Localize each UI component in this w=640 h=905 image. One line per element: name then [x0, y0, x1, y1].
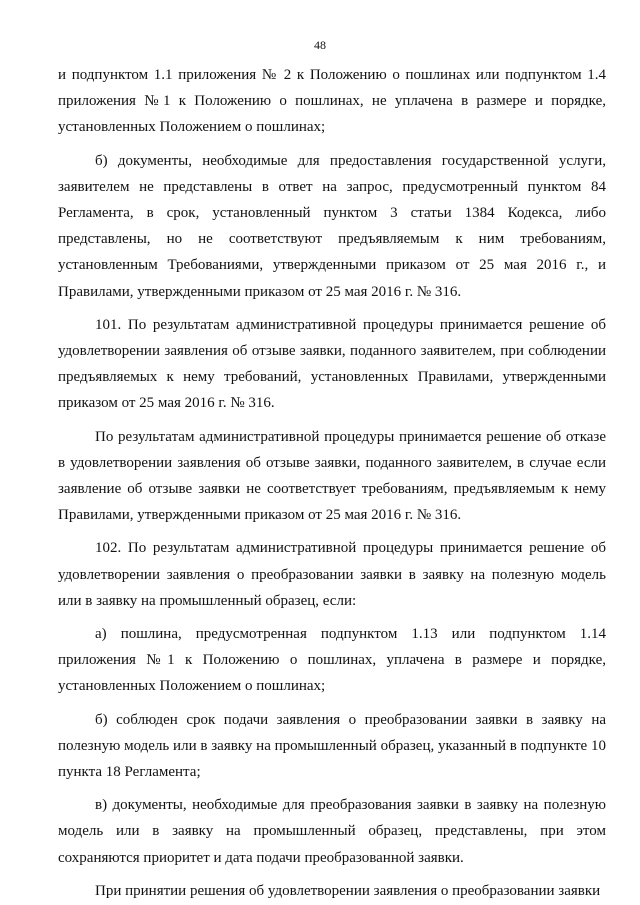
paragraph: 102. По результатам административной процедуры принимается решение об удовлетворении заявления о преобразовании заявки в заявку на полезную модель или в заявку на промышленный образец, если:	[58, 540, 606, 609]
paragraph: б) документы, необходимые для предоставления государственной услуги, заявителем не представлены в ответ на запрос, предусмотренный пунктом 84 Регламента, в срок, установленный пунктом 3 статьи 1384 Кодекса, либо представлены, но не соответствуют предъявляемым к ним требованиям, установленным Требованиями, утвержденными приказом от 25 мая 2016 г., и Правилами, утвержденными приказом от 25 мая 2016 г. № 316.	[58, 152, 606, 300]
paragraph: По результатам административной процедуры принимается решение об отказе в удовлетворении заявления об отзыве заявки, поданного заявителем, в случае если заявление об отзыве заявки не соответствует требованиям, предъявляемым к нему Правилами, утвержденными приказом от 25 мая 2016 г. № 316.	[58, 428, 606, 524]
paragraph: и подпунктом 1.1 приложения № 2 к Положению о пошлинах или подпунктом 1.4 приложения №1 к Положению о пошлинах, не уплачена в размере и порядке, установленных Положением о пошлинах;	[58, 67, 606, 136]
document-body	[58, 62, 606, 904]
paragraph: При принятии решения об удовлетворении заявления о преобразовании заявки	[95, 882, 601, 899]
page-number: 48	[314, 38, 326, 52]
paragraph: в) документы, необходимые для преобразования заявки в заявку на полезную модель или в заявку на промышленный образец, представлены, при этом сохраняются приоритет и дата подачи преобразованной заявки.	[58, 797, 606, 866]
paragraph: б) соблюден срок подачи заявления о преобразовании заявки в заявку на полезную модель или в заявку на промышленный образец, указанный в подпункте 10 пункта 18 Регламента;	[58, 711, 606, 781]
paragraph: 101. По результатам административной процедуры принимается решение об удовлетворении заявления об отзыве заявки, поданного заявителем, при соблюдении предъявляемых к нему требований, установленных Правилами, утвержденными приказом от 25 мая 2016 г. № 316.	[58, 316, 606, 412]
paragraph: а) пошлина, предусмотренная подпунктом 1.13 или подпунктом 1.14 приложения №1 к Положению о пошлинах, уплачена в размере и порядке, установленных Положением о пошлинах;	[58, 626, 606, 695]
